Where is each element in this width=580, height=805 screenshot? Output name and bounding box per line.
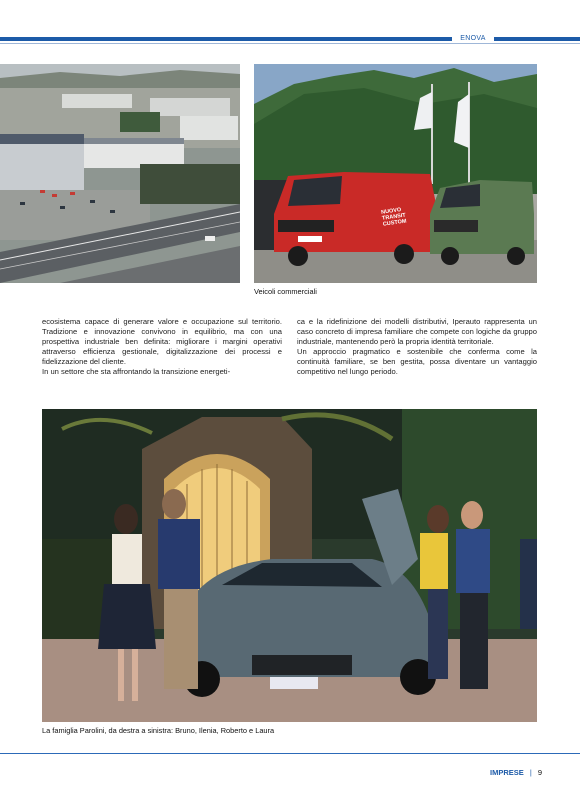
caption-commercial-vans: Veicoli commerciali — [254, 287, 317, 296]
footer-rule — [0, 753, 580, 754]
footer — [490, 768, 542, 777]
page-number: 9 — [537, 768, 543, 777]
caption-family: La famiglia Parolini, da destra a sinistra: Bruno, Ilenia, Roberto e Laura — [42, 726, 275, 735]
commercial-vans-photo — [254, 64, 537, 283]
header-bar-right — [494, 37, 580, 41]
header-rule — [0, 43, 580, 44]
paragraph: ecosistema capace di generare valore e occupazione sul territorio. Tradizione e innovazione convivono in equilibrio, ma con una prospettiva industriale ben definita: migliorare i margini operativi attraverso efficienza gestionale, digitalizzazione dei processi e fidelizzazione del cliente. — [42, 317, 282, 366]
text-column-right — [297, 317, 537, 377]
family-car-photo — [42, 409, 537, 722]
header-bar-left — [0, 37, 452, 41]
section-label: ENOVA — [460, 35, 486, 42]
text-column-left — [42, 317, 282, 377]
paragraph: Un approccio pragmatico e sostenibile che conferma come la continuità familiare, se ben gestita, possa diventare un vantaggio competitivo nel lungo periodo. — [297, 347, 537, 376]
aerial-industrial-photo — [0, 64, 240, 283]
magazine-name: IMPRESE — [490, 768, 524, 777]
paragraph: ca e la ridefinizione dei modelli distributivi, Iperauto rappresenta un caso concreto di impresa familiare che compete con logiche da gruppo industriale, mantenendo però la propria identità territoriale. — [297, 317, 537, 346]
footer-separator: | — [529, 768, 532, 777]
paragraph: In un settore che sta affrontando la transizione energeti- — [42, 367, 231, 376]
van-decal-text: NUOVO TRANSIT CUSTOM — [380, 207, 407, 228]
